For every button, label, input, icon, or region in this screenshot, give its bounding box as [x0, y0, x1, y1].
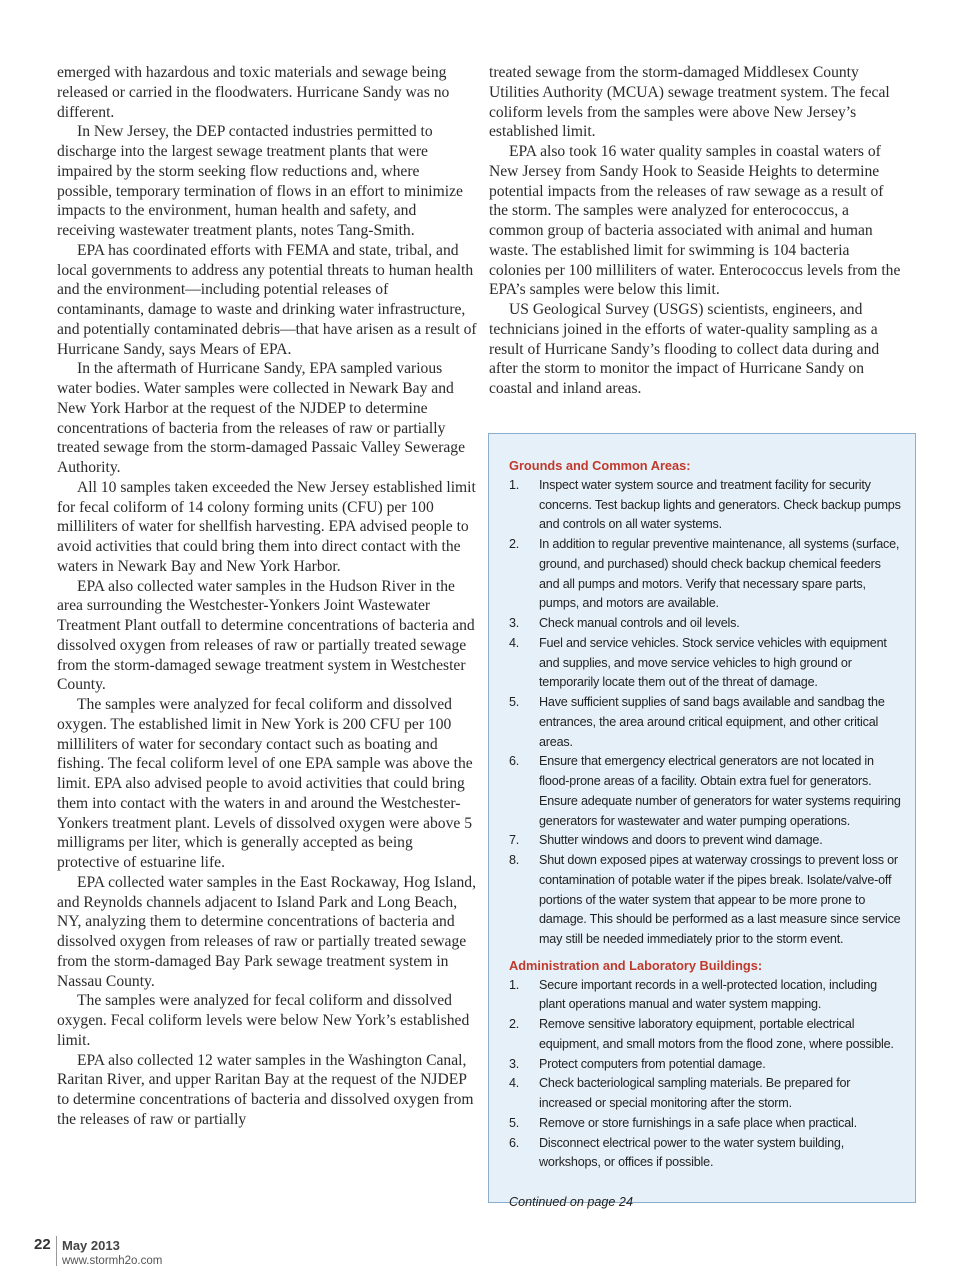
list-item: 5. Have sufficient supplies of sand bags available and sandbag the entrances, the area around critical equipment, and other critical areas.: [509, 695, 885, 749]
list-item: 3. Check manual controls and oil levels.: [509, 616, 740, 630]
list-item: 7. Shutter windows and doors to prevent wind damage.: [509, 833, 823, 848]
footer-divider: [56, 1236, 57, 1266]
list-item: 6. Ensure that emergency electrical generators are not located in flood-prone areas of a facility. Obtain extra fuel for generators. Ensure adequate number of generators for water systems requiring generators for wastewater and water pumping operations.: [509, 754, 901, 828]
issue-date: May 2013: [62, 1238, 120, 1253]
list-item: 2. In addition to regular preventive maintenance, all systems (surface, ground, and purchased) should check backup chemical feeders and all pumps and motors. Verify that necessary spare parts, pumps, and motors are available.: [509, 537, 900, 611]
article-paragraph: emerged with hazardous and toxic materials and sewage being released or carried in the floodwaters. Hurricane Sandy was no different.: [57, 64, 450, 121]
article-paragraph: The samples were analyzed for fecal coliform and dissolved oxygen. The established limit in New York is 200 CFU per 100 milliliters of water for secondary contact such as boating and fishing. The fecal coliform level of one EPA sample was above the limit. EPA also advised people to avoid activities that could bring them into contact with the waters in and around the Westchester-Yonkers treatment plant. Levels of dissolved oxygen were above 5 milligrams per liter, which is generally accepted as being protective of estuarine life.: [57, 696, 473, 871]
article-paragraph: In New Jersey, the DEP contacted industries permitted to discharge into the largest sewage treatment plants that were impaired by the storm seeking flow reductions and, where possible, temporary termination of flows in an effort to minimize impacts to the environment, human health and safety, and receiving wastewater treatment plants, notes Tang-Smith.: [57, 123, 463, 239]
list-item: 5. Remove or store furnishings in a safe place when practical.: [509, 1115, 857, 1130]
article-paragraph: EPA also collected 12 water samples in the Washington Canal, Raritan River, and upper Raritan Bay at the request of the NJDEP to determine concentrations of bacteria and dissolved oxygen from the releases of raw or partially: [57, 1051, 474, 1128]
list-item: 1. Secure important records in a well-protected location, including plant operations manual and water system mapping.: [509, 977, 877, 1012]
article-paragraph: EPA collected water samples in the East Rockaway, Hog Island, and Reynolds channels adjacent to Island Park and Long Beach, NY, analyzing them to determine concentrations of bacteria and dissolved oxygen from releases of raw or partially treated sewage from the storm-damaged Bay Park sewage treatment system in Nassau County.: [57, 873, 476, 990]
list-item: 1. Inspect water system source and treatment facility for security concerns. Test backup lights and generators. Check backup pumps and controls on all water systems.: [509, 477, 901, 532]
article-paragraph: EPA has coordinated efforts with FEMA and state, tribal, and local governments to address any potential threats to human health and the environment—including potential releases of contaminants, damage to waste and drinking water infrastructure, and potentially contaminated debris—that have arisen as a result of Hurricane Sandy, says Mears of EPA.: [57, 241, 477, 358]
article-paragraph: In the aftermath of Hurricane Sandy, EPA sampled various water bodies. Water samples were collected in Newark Bay and New York Harbor at the request of the NJDEP to determine concentrations of bacteria from the releases of raw or partially treated sewage from the storm-damaged Passaic Valley Sewerage Authority.: [57, 360, 466, 476]
list-item: 8. Shut down exposed pipes at waterway crossings to prevent loss or contamination of potable water if the pipes break. Isolate/valve-off portions of the water system that appear to be more prone to damage. This should be performed as a last measure since service may still be needed immediately prior to the storm event.: [509, 853, 901, 946]
article-paragraph: EPA also took 16 water quality samples in coastal waters of New Jersey from Sandy Hook to Seaside Heights to determine potential impacts from the releases of raw sewage as a result of the storm. The samples were analyzed for enterococcus, a common group of bacteria associated with animal and human waste. The established limit for swimming is 104 bacteria colonies per 100 milliliters of water. Enterococcus levels from the EPA’s samples were below this limit.: [489, 143, 901, 299]
list-item: 4. Fuel and service vehicles. Stock service vehicles with equipment and supplies, and move service vehicles to high ground or temporarily locate them out of the threat of damage.: [509, 635, 887, 690]
website-link[interactable]: www.stormh2o.com: [62, 1255, 163, 1267]
grounds-checklist: [509, 476, 901, 950]
article-paragraph: All 10 samples taken exceeded the New Jersey established limit for fecal coliform of 14 colony forming units (CFU) per 100 milliliters of water for shellfish harvesting. EPA advised people to avoid activities that could bring them into direct contact with the waters in Newark Bay and New York Harbor.: [57, 478, 476, 575]
continued-on-link[interactable]: Continued on page 24: [509, 1195, 633, 1209]
article-column-right: [489, 63, 903, 399]
article-paragraph: EPA also collected water samples in the Hudson River in the area surrounding the Westchester-Yonkers Joint Wastewater Treatment Plant outfall to determine concentrations of bacteria and dissolved oxygen from releases of raw or partially treated sewage from the storm-damaged sewage treatment system in Westchester County.: [57, 577, 475, 694]
list-item: 4. Check bacteriological sampling materials. Be prepared for increased or special monitoring after the storm.: [509, 1076, 851, 1110]
list-item: 3. Protect computers from potential damage.: [509, 1056, 766, 1071]
article-paragraph: treated sewage from the storm-damaged Middlesex County Utilities Authority (MCUA) sewage treatment system. The fecal coliform levels from the samples were above New Jersey’s established limit.: [489, 64, 890, 141]
list-item: 6. Disconnect electrical power to the water system building, workshops, or offices if possible.: [509, 1135, 844, 1170]
list-item: 2. Remove sensitive laboratory equipment, portable electrical equipment, and small motors from the flood zone, where possible.: [509, 1017, 894, 1051]
sidebar-heading-admin: Administration and Laboratory Buildings:: [509, 957, 763, 973]
admin-checklist: [509, 976, 901, 1174]
article-column-left: [57, 63, 477, 1130]
article-paragraph: The samples were analyzed for fecal coliform and dissolved oxygen. Fecal coliform levels were below New York’s established limit.: [57, 992, 470, 1049]
storm-checklist-sidebar: [488, 433, 916, 1209]
page-number: 22: [34, 1236, 51, 1253]
article-paragraph: US Geological Survey (USGS) scientists, engineers, and technicians joined in the efforts of water-quality sampling as a result of Hurricane Sandy’s flooding to collect data during and after the storm to monitor the impact of Hurricane Sandy on coastal and inland areas.: [489, 301, 880, 397]
sidebar-heading-grounds: Grounds and Common Areas:: [509, 458, 691, 473]
